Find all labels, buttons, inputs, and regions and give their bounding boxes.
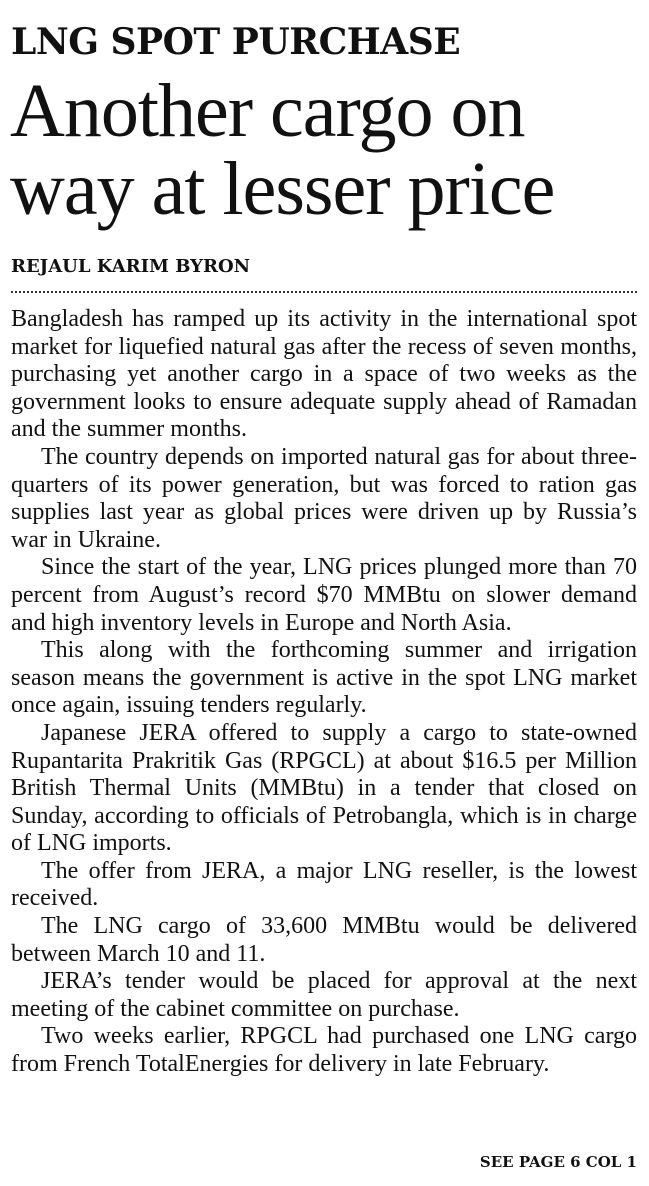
paragraph: The offer from JERA, a major LNG reseller, is the lowest received. <box>11 857 637 912</box>
paragraph: This along with the forthcoming summer and irrigation season means the government is active in the spot LNG market once again, issuing tenders regularly. <box>11 637 637 719</box>
article-kicker: LNG SPOT PURCHASE <box>11 21 461 63</box>
continuation-note: SEE PAGE 6 COL 1 <box>479 1153 637 1171</box>
article-body <box>11 306 637 1079</box>
paragraph: Two weeks earlier, RPGCL had purchased one LNG cargo from French TotalEnergies for delivery in late February. <box>11 1023 637 1078</box>
headline-line-2: way at lesser price <box>10 147 555 231</box>
paragraph: The LNG cargo of 33,600 MMBtu would be delivered between March 10 and 11. <box>11 913 637 967</box>
headline-line-1: Another cargo on <box>10 69 525 153</box>
paragraph: Bangladesh has ramped up its activity in the international spot market for liquefied natural gas after the recess of seven months, purchasing yet another cargo in a space of two weeks as the government looks to ensure adequate supply ahead of Ramadan and the summer months. <box>11 306 637 443</box>
article-byline: REJAUL KARIM BYRON <box>11 256 251 277</box>
dotted-divider <box>11 291 637 293</box>
paragraph: Since the start of the year, LNG prices plunged more than 70 percent from August’s record $70 MMBtu on slower demand and high inventory levels in Europe and North Asia. <box>11 554 637 636</box>
paragraph: The country depends on imported natural gas for about three-quarters of its power generation, but was forced to ration gas supplies last year as global prices were driven up by Russia’s war in Ukraine. <box>11 443 637 553</box>
paragraph: JERA’s tender would be placed for approval at the next meeting of the cabinet committee on purchase. <box>11 968 637 1022</box>
paragraph: Japanese JERA offered to supply a cargo to state-owned Rupantarita Prakritik Gas (RPGCL) at about $16.5 per Million British Thermal Units (MMBtu) in a tender that closed on Sunday, according to officials of Petrobangla, which is in charge of LNG imports. <box>11 719 637 857</box>
article-headline <box>10 69 640 231</box>
